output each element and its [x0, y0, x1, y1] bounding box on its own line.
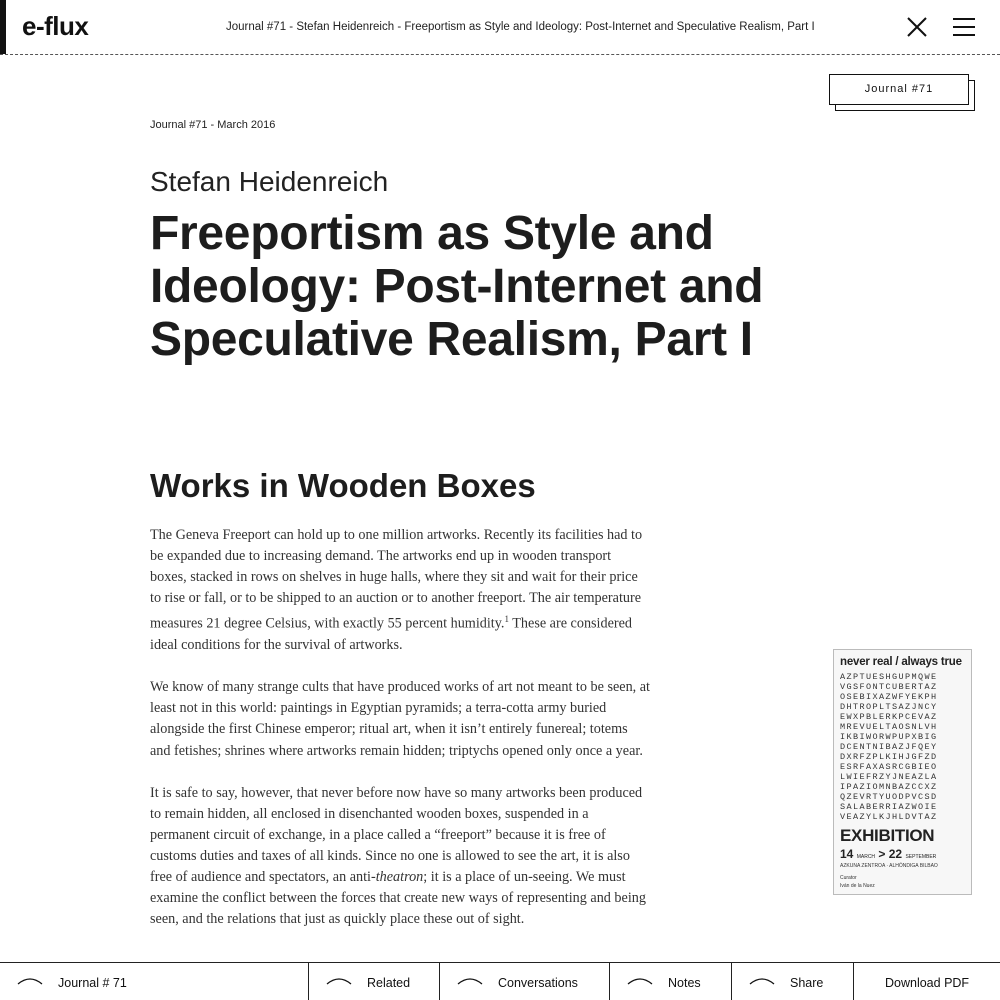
chevron-up-icon [457, 976, 483, 986]
ad-grid-row: DCENTNIBAZJFQEY [840, 742, 938, 752]
ad-dates: 14 MARCH > 22 SEPTEMBER [840, 847, 937, 861]
paragraph-3-emphasis: theatron [375, 869, 424, 886]
ad-grid-row: SALABERRIAZWOIE [840, 802, 938, 812]
nav-related[interactable] [309, 963, 440, 1000]
footnote-link[interactable]: 1 [504, 614, 509, 625]
ad-title: EXHIBITION [840, 826, 935, 845]
ad-venue: AZKUNA ZENTROA · ALHÓNDIGA BILBAO [840, 863, 938, 869]
chevron-up-icon [326, 976, 352, 986]
chevron-up-icon [627, 976, 653, 986]
ad-grid-row: VGSFONTCUBERTAZ [840, 682, 938, 692]
paragraph-3 [150, 783, 650, 931]
ad-month-start: MARCH [856, 854, 876, 860]
ad-grid-row: IPAZIOMNBAZCCXZ [840, 782, 938, 792]
menu-button[interactable] [952, 17, 976, 37]
bottom-nav [0, 962, 1000, 1000]
ad-curator-label: Curator [840, 875, 857, 881]
nav-notes[interactable] [610, 963, 732, 1000]
ad-grid-row: IKBIWORWPUPXBIG [840, 732, 938, 742]
close-icon [905, 15, 929, 39]
paragraph-3-text-b: ; it is a place of un-seeing. We must examine the conflict between the forces that create new ways of representing and being seen, and the relations that just as quickly place these out of sight. [150, 869, 646, 928]
article-title: Freeportism as Style and Ideology: Post-Internet and Speculative Realism, Part I [150, 207, 764, 366]
ad-grid-row: MREVUELTAOSNLVH [840, 722, 938, 732]
ad-grid-row: VEAZYLKJHLDVTAZ [840, 812, 938, 822]
nav-notes-label: Notes [668, 976, 701, 990]
advertisement-banner[interactable] [833, 649, 972, 895]
site-logo[interactable]: e-flux [22, 11, 89, 41]
nav-journal-label: Journal # 71 [58, 976, 127, 990]
ad-grid-row: OSEBIXAZWFYEKPH [840, 692, 938, 702]
nav-share[interactable] [732, 963, 854, 1000]
header-edge-bar [0, 0, 6, 54]
ad-date-end: 22 [888, 847, 903, 861]
paragraph-3-text-a: It is safe to say, however, that never before now have so many artworks been produced to remain hidden, all enclosed in disenchanted wooden boxes, suspended in a permanent circuit of exchange, in a place called a “freeport” because it is free of customs duties and taxes of all kinds. Since no one is allowed to see the art, it is also free of audience and spectators, an anti- [150, 784, 643, 886]
journal-badge-label[interactable]: Journal #71 [829, 74, 969, 105]
hamburger-menu-icon [952, 17, 976, 37]
download-pdf-label: Download PDF [885, 976, 970, 990]
nav-conversations[interactable] [440, 963, 610, 1000]
ad-headline: never real / always true [840, 656, 962, 668]
paragraph-1-text-a: The Geneva Freeport can hold up to one million artworks. Recently its facilities had to be expanded due to increasing demand. The artworks end up in wooden transport boxes, stacked in rows on shelves in huge halls, where they sit and wait for their price to rise or fall, or to be shipped to an auction or to another freeport. The air temperature measures 21 degree Celsius, with exactly 55 percent humidity. [150, 527, 643, 633]
article-body [150, 525, 650, 951]
nav-journal[interactable] [0, 963, 309, 1000]
section-heading: Works in Wooden Boxes [150, 467, 536, 504]
ad-grid-row: AZPTUESHGUPMQWE [840, 672, 938, 682]
ad-date-start: 14 [840, 847, 854, 861]
issue-date[interactable]: Journal #71 - March 2016 [150, 119, 276, 131]
paragraph-2: We know of many strange cults that have produced works of art not meant to be seen, at least not in this world: paintings in Egyptian pyramids; a terra-cotta army buried alongside the first Chinese emperor; ritual art, when it isn’t entirely funereal; totems and fetishes; shrines where artworks remain hidden; triptychs opened only once a year. [150, 679, 650, 759]
download-pdf-button[interactable] [854, 963, 1000, 1000]
ad-grid-row: DHTROPLTSAZJNCY [840, 702, 938, 712]
journal-badge[interactable] [829, 74, 975, 111]
article-author[interactable]: Stefan Heidenreich [150, 166, 389, 197]
paragraph-1 [150, 525, 650, 656]
nav-conversations-label: Conversations [498, 976, 578, 990]
paragraph-1-text-b: These are considered ideal conditions for the survival of artworks. [150, 616, 633, 654]
close-button[interactable] [905, 15, 929, 39]
ad-month-end: SEPTEMBER [905, 854, 937, 860]
breadcrumb: Journal #71 - Stefan Heidenreich - Freeportism as Style and Ideology: Post-Internet and Speculative Realism, Part I [226, 21, 815, 33]
nav-related-label: Related [367, 976, 411, 990]
chevron-up-icon [749, 976, 775, 986]
ad-grid-row: EWXPBLERKPCEVAZ [840, 712, 938, 722]
ad-letter-grid [840, 672, 965, 822]
ad-grid-row: QZEVRTYUODPVCSD [840, 792, 938, 802]
chevron-up-icon [17, 976, 43, 986]
nav-share-label: Share [790, 976, 824, 990]
ad-grid-row: DXRFZPLKIHJGFZD [840, 752, 938, 762]
ad-grid-row: LWIEFRZYJNEAZLA [840, 772, 938, 782]
ad-grid-row: ESRFAXASRCGBIEO [840, 762, 938, 772]
ad-curator: Iván de la Nuez [840, 883, 875, 889]
site-header [0, 0, 1000, 55]
